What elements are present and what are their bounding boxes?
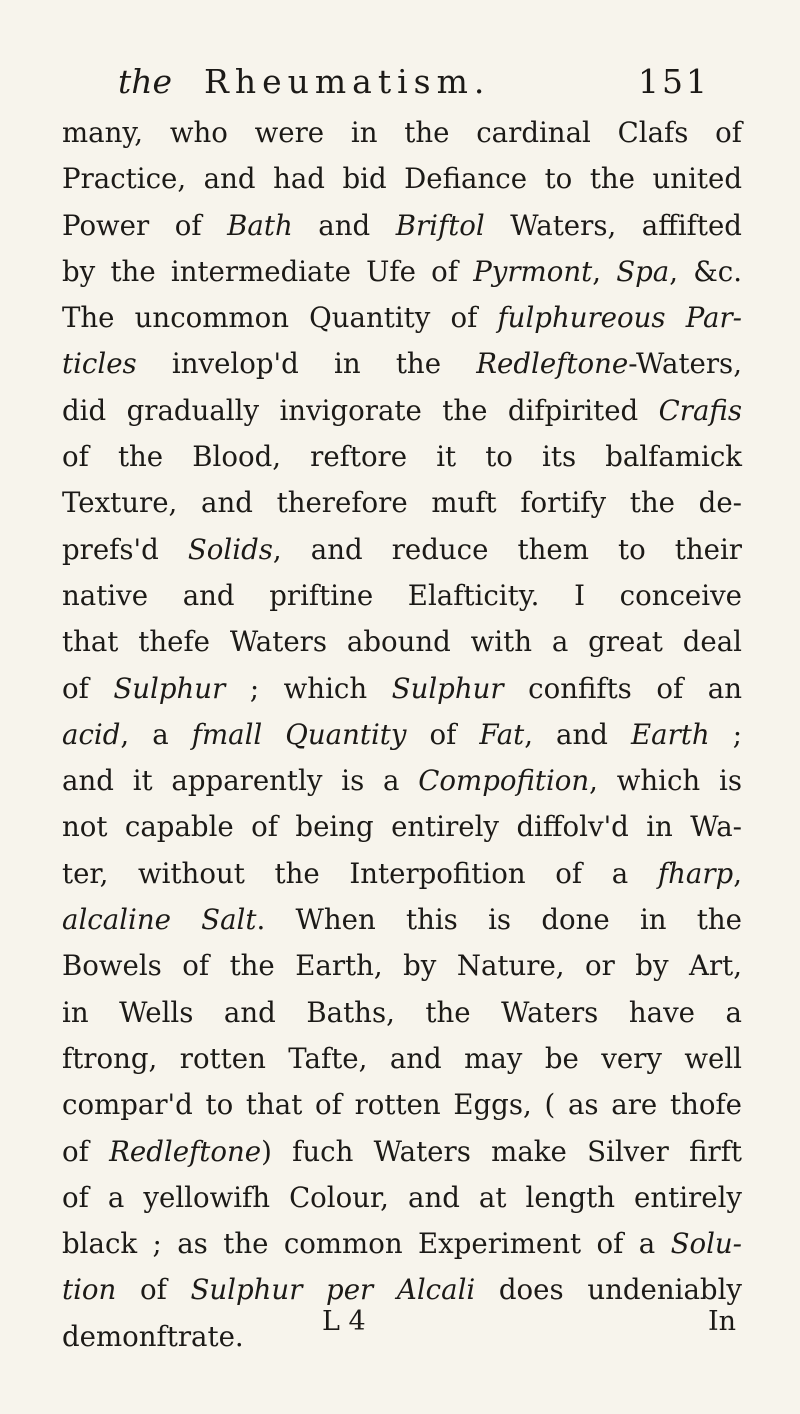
text-line [62,341,742,387]
italic-run: Earth [631,717,710,751]
italic-run: Fat [479,717,525,751]
text-line [62,203,742,249]
text-run: ftrong, rotten Tafte, and may be very well [62,1041,742,1075]
text-run: , [733,856,742,890]
italic-run: alcaline Salt [62,903,257,937]
running-head [118,62,718,102]
text-run: , &c. [669,254,743,288]
text-run: of a yellowifh Colour, and at length entirely [62,1180,742,1214]
text-line [62,480,742,526]
italic-run: Compofition [418,764,590,798]
text-run: native and priftine Elafticity. I conceive [62,578,742,612]
text-run: invelop'd in the [136,347,477,381]
text-line [62,1082,742,1128]
text-line [62,897,742,943]
text-run: by the intermediate Ufe of [62,254,474,288]
italic-run: tion [62,1273,117,1307]
italic-run: Solids [187,532,273,566]
text-run: of [406,717,480,751]
running-head-article: the [118,62,173,101]
text-run: does undeniably [475,1273,742,1307]
italic-run: Spa [616,254,670,288]
italic-run: Bath [227,208,293,242]
text-line [62,712,742,758]
page-footer [62,1302,742,1342]
text-line [62,527,742,573]
text-line [62,295,742,341]
text-run: not capable of being entirely diffolv'd in Wa- [62,810,742,844]
text-run: Texture, and therefore muft fortify the de- [62,486,742,520]
text-line [62,1221,742,1267]
text-run: that thefe Waters abound with a great deal [62,625,742,659]
italic-run: Briftol [395,208,485,242]
text-line [62,434,742,480]
running-head-title: Rheumatism. [204,62,491,101]
text-run: confifts of an [503,671,742,705]
text-run: . When this is done in the [256,903,742,937]
text-line [62,990,742,1036]
text-run: ter, without the Interpofition of a [62,856,658,890]
text-run: Practice, and had bid Defiance to the united [62,162,742,196]
catchword: In [707,1306,736,1337]
text-run: demonftrate. [62,1319,244,1353]
text-line [62,388,742,434]
text-run: The uncommon Quantity of [62,301,498,335]
text-run: prefs'd [62,532,188,566]
text-line [62,110,742,156]
text-run: Power of [62,208,228,242]
text-run: of [116,1273,191,1307]
italic-run: fulphureous Par- [497,301,742,335]
italic-run: ticles [62,347,137,381]
text-line [62,1175,742,1221]
page-number: 151 [638,62,710,101]
text-run: Waters, affifted [484,208,742,242]
text-run: and [292,208,396,242]
text-line [62,758,742,804]
italic-run: Crafis [658,393,742,427]
text-run: and it apparently is a [62,764,419,798]
text-run: , and reduce them to their [272,532,742,566]
italic-run: Sulphur per Alcali [190,1273,476,1307]
text-run: in Wells and Baths, the Waters have a [62,995,742,1029]
text-line [62,943,742,989]
italic-run: fmall Quantity [191,717,407,751]
text-line [62,851,742,897]
text-run: of [62,671,114,705]
text-run: of the Blood, reftore it to its balfamick [62,440,742,474]
signature-mark: L 4 [322,1306,366,1337]
text-line [62,1036,742,1082]
text-run: , a [120,717,192,751]
text-run: ) fuch Waters make Silver firft [261,1134,742,1168]
body-text [62,110,742,1360]
italic-run: Pyrmont [473,254,593,288]
text-line [62,619,742,665]
text-run: ; [709,717,743,751]
text-run: of [62,1134,110,1168]
italic-run: Solu- [670,1227,742,1261]
italic-run: Sulphur [113,671,226,705]
text-line [62,249,742,295]
italic-run: Redleftone [109,1134,262,1168]
text-run: -Waters, [628,347,742,381]
text-run: , [592,254,617,288]
text-line [62,804,742,850]
italic-run: acid [62,717,121,751]
text-line [62,666,742,712]
text-run: did gradually invigorate the difpirited [62,393,659,427]
text-run: black ; as the common Experiment of a [62,1227,671,1261]
text-line [62,573,742,619]
text-run: Bowels of the Earth, by Nature, or by Art, [62,949,742,983]
text-run: , which is [589,764,742,798]
text-run: many, who were in the cardinal Clafs of [62,116,742,149]
text-run: , and [524,717,631,751]
text-run: ; which [225,671,392,705]
italic-run: Redleftone [476,347,629,381]
italic-run: fharp [657,856,734,890]
text-run: compar'd to that of rotten Eggs, ( as are thofe [62,1088,742,1122]
italic-run: Sulphur [391,671,504,705]
text-line [62,156,742,202]
text-line [62,1129,742,1175]
